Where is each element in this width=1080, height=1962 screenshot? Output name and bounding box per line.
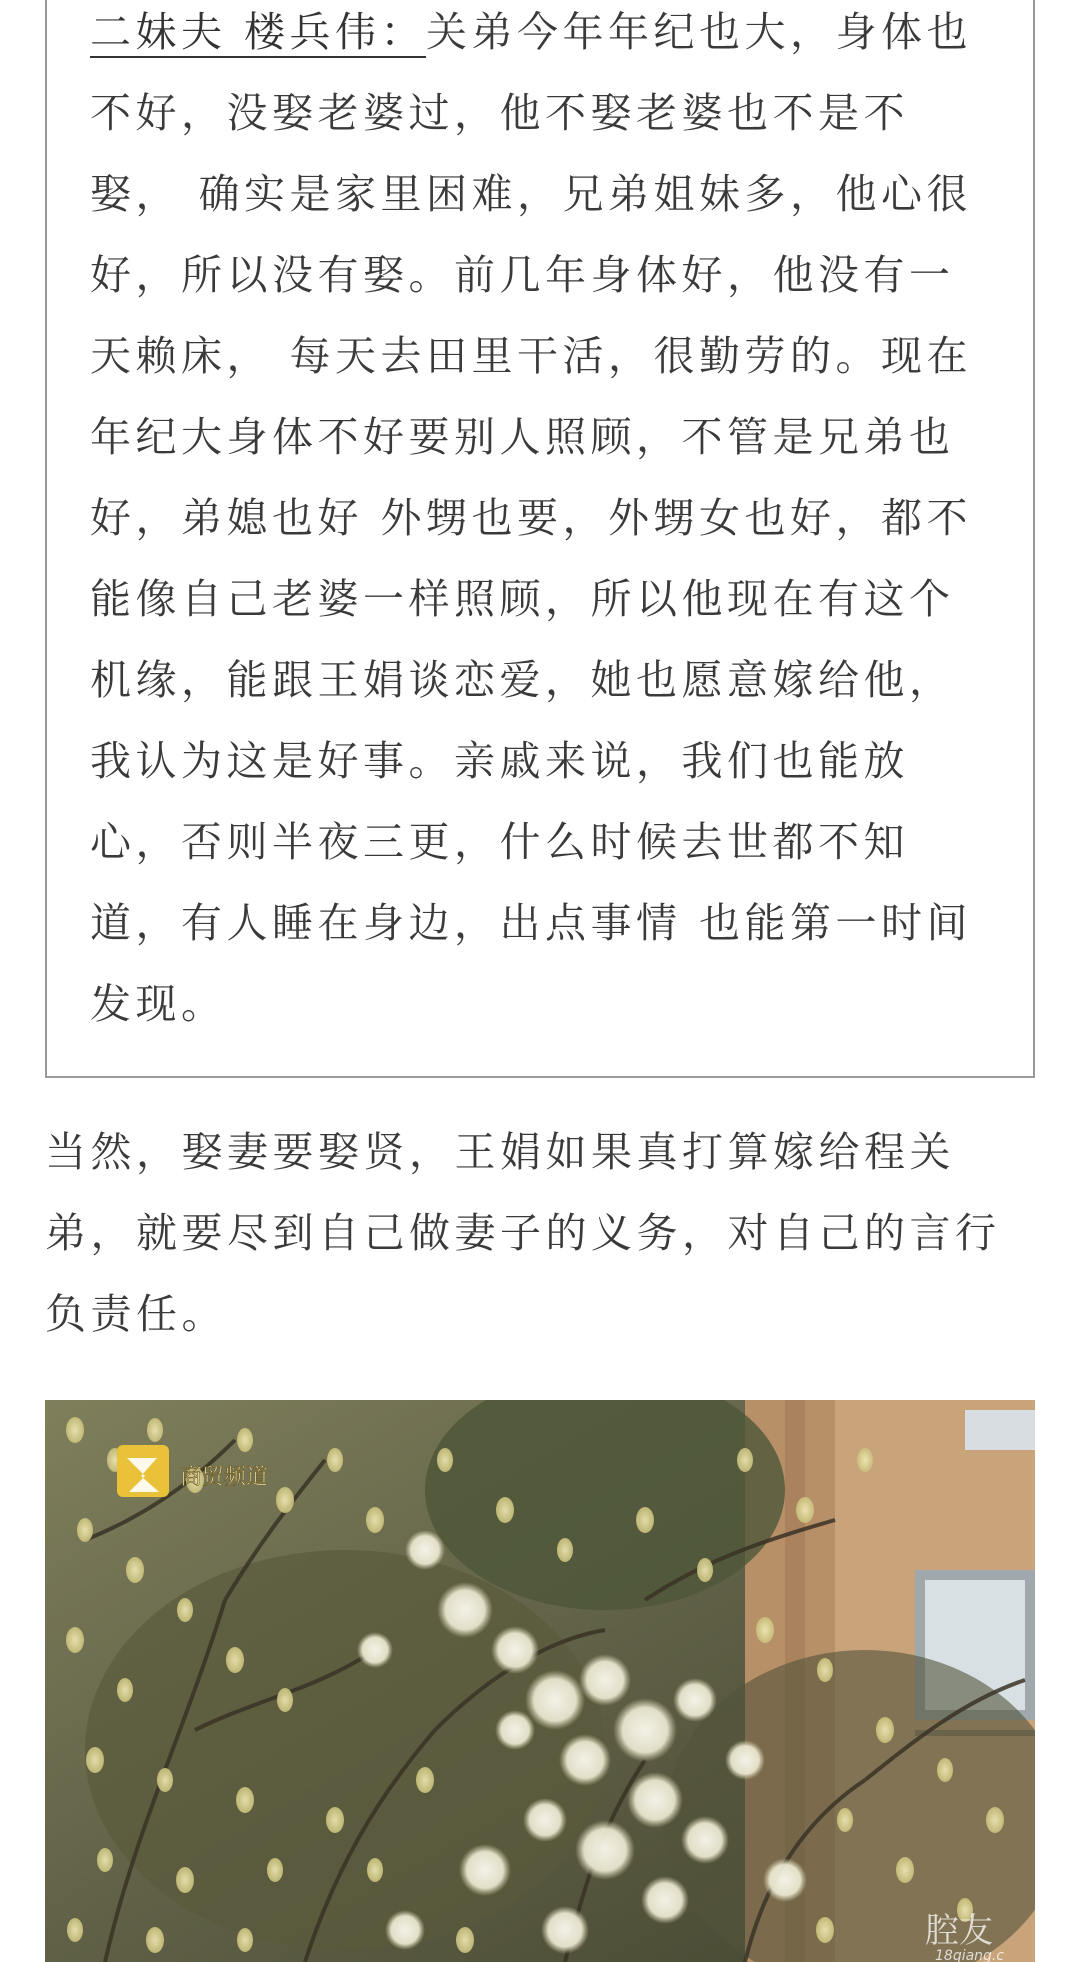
quote-box xyxy=(45,0,1035,1078)
article-paragraph: 当然，娶妻要娶贤，王娟如果真打算嫁给程关弟，就要尽到自己做妻子的义务，对自己的言行负责任。 xyxy=(45,1128,1001,1338)
channel-logo-text: 商贸频道 xyxy=(180,1465,269,1490)
magnolia-tree-image xyxy=(45,1400,1035,1962)
watermark-subtext: 18qiang.c xyxy=(935,1948,1005,1962)
speaker-name: 二妹夫 楼兵伟： xyxy=(90,8,427,56)
quote-text: 关弟今年年纪也大，身体也不好，没娶老婆过，他不娶老婆也不是不娶， 确实是家里困难，兄弟姐妹多，他心很好，所以没有娶。前几年身体好，他没有一天赖床， 每天去田里干活，很勤劳的。现在年纪大身体不好要别人照顾，不管是兄弟也好，弟媳也好 外甥也要，外甥女也好，都不能像自己老婆一样照顾，所以他现在有这个机缘，能跟王娟谈恋爱，她也愿意嫁给他，我认为这是好事。亲戚来说，我们也能放心，否则半夜三更，什么时候去世都不知道，有人睡在身边，出点事情 也能第一时间发现。 xyxy=(90,8,973,1028)
watermark-text: 腔友 xyxy=(925,1911,993,1951)
site-watermark xyxy=(925,1911,1004,1962)
article-photo xyxy=(45,1400,1035,1962)
